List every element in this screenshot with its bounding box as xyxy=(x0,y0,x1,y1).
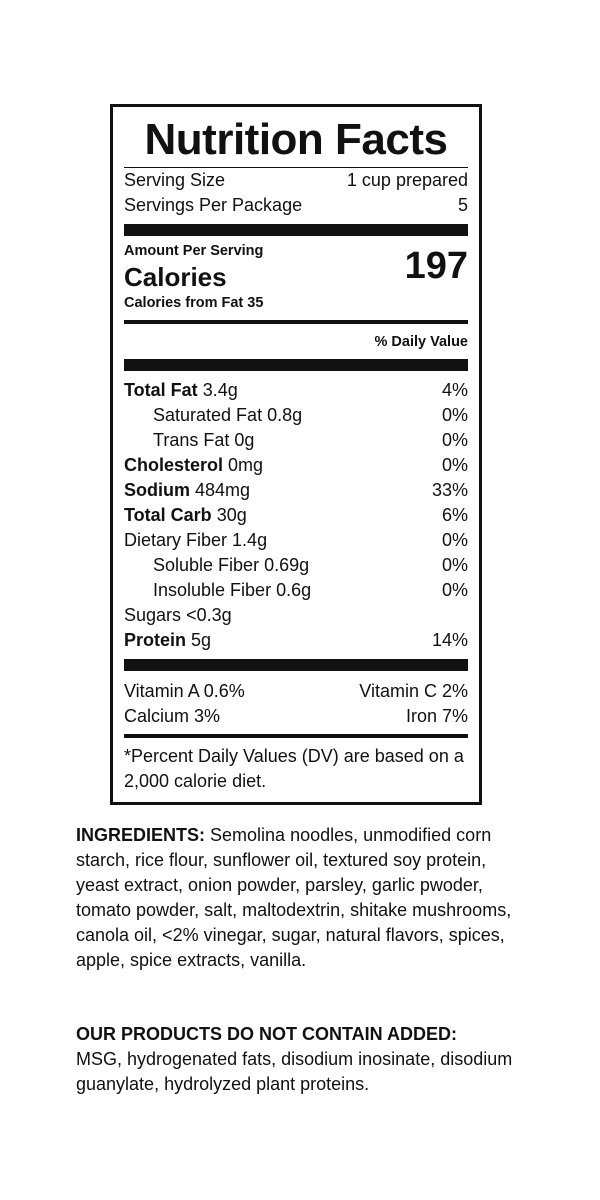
calories-from-fat: Calories from Fat 35 xyxy=(124,295,264,311)
nutrient-dv: 0% xyxy=(441,430,468,450)
label-title: Nutrition Facts xyxy=(144,115,448,164)
nutrient-name: Dietary Fiber xyxy=(124,530,228,550)
nutrient-amount: 0.8g xyxy=(267,405,303,425)
calories-value: 197 xyxy=(404,245,468,287)
nutrient-name: Sugars xyxy=(124,605,182,625)
nutrient-amount: 0.6g xyxy=(276,580,312,600)
nutrient-dv: 0% xyxy=(441,530,468,550)
nutrient-name: Total Fat xyxy=(124,380,198,400)
nutrient-row xyxy=(124,403,468,428)
nutrient-amount: 0.69g xyxy=(264,555,310,575)
serving-size-label: Serving Size xyxy=(124,170,226,190)
nutrient-dv: 33% xyxy=(431,480,468,500)
nutrient-dv: 6% xyxy=(441,505,468,525)
nutrient-name: Protein xyxy=(124,630,187,650)
nutrient-dv: 14% xyxy=(431,630,468,650)
calcium: Calcium 3% xyxy=(124,706,221,726)
nutrient-amount: 0mg xyxy=(228,455,264,475)
serving-size-row xyxy=(124,168,468,193)
nutrient-row xyxy=(124,628,468,653)
nutrient-row xyxy=(124,553,468,578)
calories-label: Calories xyxy=(124,262,227,292)
nutrient-amount: 484mg xyxy=(195,480,251,500)
ingredients-text: Semolina noodles, unmodified corn starch, rice flour, sunflower oil, textured soy protein, yeast extract, onion powder, parsley, garlic pwoder, tomato powder, salt, maltodextrin, shitake mushrooms, canola oil, <2% vinegar, sugar, natural flavors, spices, apple, spice extracts, vanilla. xyxy=(76,825,512,970)
nutrient-dv: 0% xyxy=(441,555,468,575)
nutrient-dv: 0% xyxy=(441,580,468,600)
divider xyxy=(124,659,468,671)
nutrition-facts-label xyxy=(110,104,482,805)
daily-value-footnote: *Percent Daily Values (DV) are based on a 2,000 calorie diet. xyxy=(124,746,464,791)
nutrient-name: Soluble Fiber xyxy=(153,555,260,575)
nutrient-dv: 0% xyxy=(441,405,468,425)
not-added-section xyxy=(76,1022,536,1097)
nutrient-row xyxy=(124,603,468,628)
nutrient-row xyxy=(124,428,468,453)
nutrient-row xyxy=(124,578,468,603)
divider xyxy=(124,224,468,236)
nutrient-amount: <0.3g xyxy=(186,605,232,625)
servings-per-package-row xyxy=(124,193,468,218)
serving-size-value: 1 cup prepared xyxy=(346,170,468,190)
calories-section xyxy=(124,236,468,320)
nutrient-row xyxy=(124,453,468,478)
vitamins-row xyxy=(124,679,468,704)
not-added-heading: OUR PRODUCTS DO NOT CONTAIN ADDED: xyxy=(76,1024,457,1044)
nutrient-amount: 30g xyxy=(216,505,247,525)
minerals-row xyxy=(124,704,468,729)
nutrient-dv: 0% xyxy=(441,455,468,475)
vitamin-c: Vitamin C 2% xyxy=(359,681,468,701)
nutrient-row xyxy=(124,478,468,503)
servings-per-package-value: 5 xyxy=(457,195,468,215)
nutrient-row xyxy=(124,378,468,403)
nutrient-row xyxy=(124,528,468,553)
nutrient-dv: 4% xyxy=(441,380,468,400)
nutrient-amount: 1.4g xyxy=(232,530,268,550)
nutrient-amount: 3.4g xyxy=(202,380,238,400)
nutrient-amount: 5g xyxy=(191,630,212,650)
nutrient-name: Cholesterol xyxy=(124,455,224,475)
not-added-text: MSG, hydrogenated fats, disodium inosinate, disodium guanylate, hydrolyzed plant proteins. xyxy=(76,1049,513,1094)
nutrient-row xyxy=(124,503,468,528)
nutrient-name: Trans Fat xyxy=(153,430,230,450)
nutrient-name: Sodium xyxy=(124,480,190,500)
ingredients-heading: INGREDIENTS: xyxy=(76,825,206,845)
nutrient-name: Total Carb xyxy=(124,505,212,525)
nutrient-amount: 0g xyxy=(234,430,255,450)
ingredients-section xyxy=(76,823,526,973)
amount-per-serving: Amount Per Serving xyxy=(124,243,264,259)
divider xyxy=(124,359,468,371)
servings-per-package-label: Servings Per Package xyxy=(124,195,303,215)
vitamin-a: Vitamin A 0.6% xyxy=(124,681,245,701)
daily-value-header: % Daily Value xyxy=(374,334,468,350)
nutrient-name: Insoluble Fiber xyxy=(153,580,272,600)
iron: Iron 7% xyxy=(405,706,468,726)
nutrient-name: Saturated Fat xyxy=(153,405,263,425)
